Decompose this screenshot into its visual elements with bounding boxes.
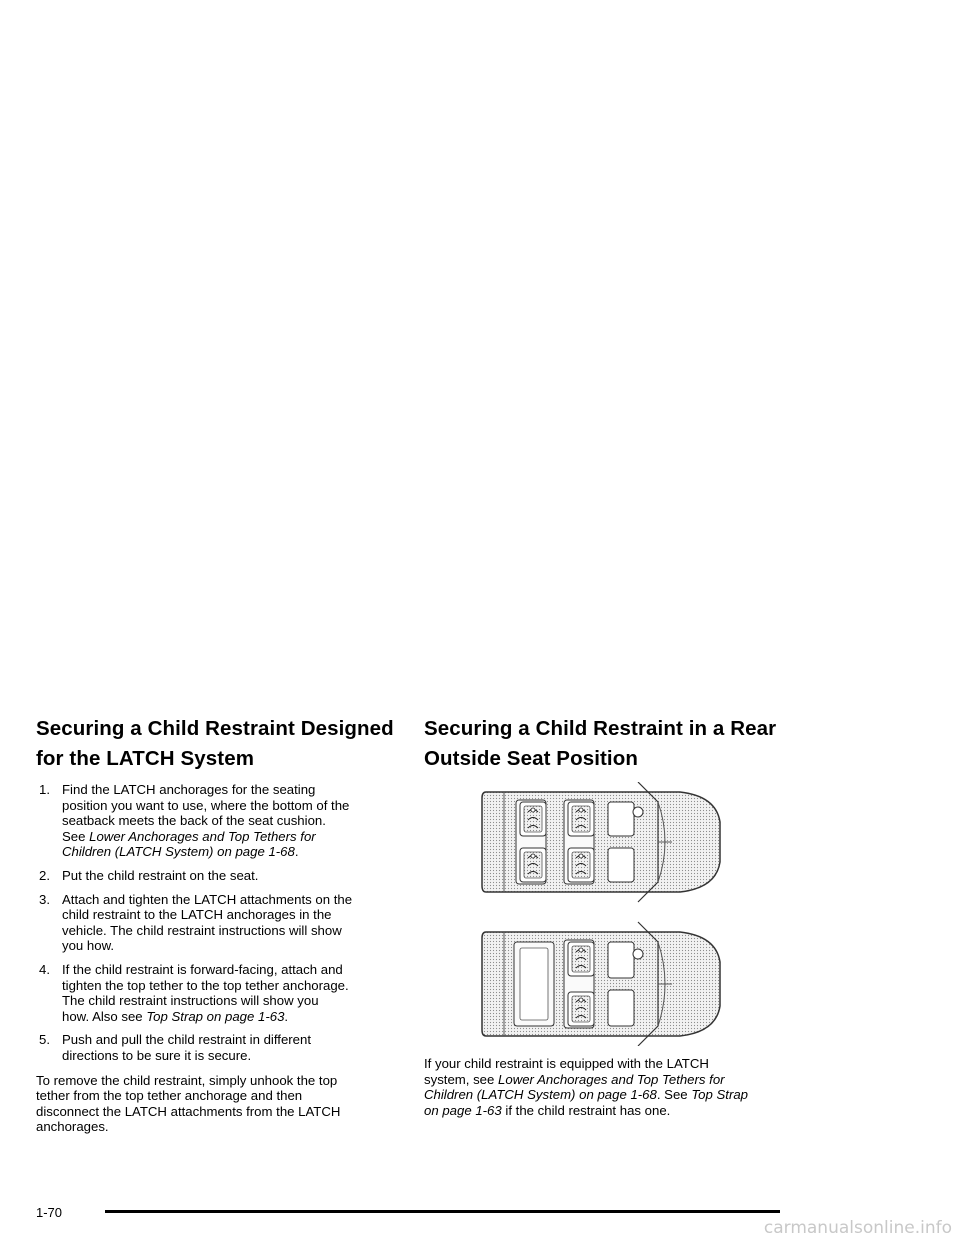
step-number: 5. bbox=[39, 1032, 50, 1048]
step-text-line: If the child restraint is forward-facing, attach and bbox=[62, 961, 343, 977]
step-5 bbox=[36, 1032, 398, 1063]
left-heading-line-1: Securing a Child Restraint Designed bbox=[36, 717, 394, 740]
left-heading-line-2: for the LATCH System bbox=[36, 747, 255, 770]
step-text-line: seatback meets the back of the seat cushion. bbox=[62, 813, 326, 829]
step-text-line: Push and pull the child restraint in different bbox=[62, 1032, 312, 1048]
step-number: 3. bbox=[39, 891, 50, 907]
closing-paragraph bbox=[36, 1073, 398, 1135]
step-2 bbox=[36, 868, 398, 884]
cross-reference-link[interactable]: Lower Anchorages and Top Tethers for bbox=[89, 828, 316, 844]
punctuation: . bbox=[294, 844, 299, 860]
step-number: 1. bbox=[39, 782, 50, 797]
rear-seat-paragraph bbox=[424, 1056, 786, 1118]
para-line: If your child restraint is equipped with the LATCH bbox=[424, 1056, 709, 1071]
right-heading-line-1: Securing a Child Restraint in a Rear bbox=[424, 717, 777, 740]
cross-reference-link[interactable]: Top Strap on page 1-63 bbox=[146, 1008, 285, 1024]
latch-steps-list bbox=[36, 782, 398, 1064]
step-text-line: child restraint to the LATCH anchorages in the bbox=[62, 907, 332, 923]
right-heading-line-2: Outside Seat Position bbox=[424, 747, 638, 770]
left-column bbox=[36, 714, 398, 1135]
cross-reference-link[interactable]: on page 1-63 bbox=[424, 1102, 502, 1118]
vehicle-seating-diagram bbox=[480, 782, 724, 1046]
page-number: 1-70 bbox=[36, 1205, 63, 1220]
closing-line: To remove the child restraint, simply unhook the top bbox=[36, 1072, 338, 1088]
para-text: if the child restraint has one. bbox=[501, 1102, 671, 1118]
step-1 bbox=[36, 782, 398, 860]
right-heading bbox=[424, 714, 786, 774]
step-text-line: tighten the top tether to the top tether anchorage. bbox=[62, 977, 349, 993]
step-text-line: you how. bbox=[62, 938, 115, 954]
right-column bbox=[424, 714, 786, 1118]
step-3 bbox=[36, 892, 398, 954]
punctuation: . bbox=[284, 1008, 289, 1024]
cross-reference-link[interactable]: Children (LATCH System) on page 1-68 bbox=[62, 844, 295, 860]
step-number: 4. bbox=[39, 961, 50, 977]
step-text: how. Also see bbox=[62, 1008, 147, 1024]
see-text: See bbox=[62, 828, 90, 844]
footer-divider bbox=[105, 1210, 780, 1213]
watermark-text: carmanualsonline.info bbox=[763, 1218, 952, 1238]
step-text-line: Attach and tighten the LATCH attachments on the bbox=[62, 891, 353, 907]
step-4 bbox=[36, 962, 398, 1024]
closing-line: disconnect the LATCH attachments from the LATCH bbox=[36, 1103, 341, 1119]
step-number: 2. bbox=[39, 867, 50, 883]
vehicle-upper-icon bbox=[482, 782, 720, 902]
cross-reference-link[interactable]: Top Strap bbox=[691, 1087, 749, 1103]
cross-reference-link[interactable]: Children (LATCH System) on page 1-68 bbox=[424, 1087, 657, 1103]
step-text-line: position you want to use, where the bottom of the bbox=[62, 797, 350, 813]
step-text-line: Put the child restraint on the seat. bbox=[62, 867, 259, 883]
closing-line: anchorages. bbox=[36, 1119, 109, 1135]
closing-line: tether from the top tether anchorage and then bbox=[36, 1088, 303, 1104]
step-text-line: Find the LATCH anchorages for the seating bbox=[62, 782, 316, 797]
vehicle-lower-icon bbox=[482, 922, 720, 1046]
step-text-line: The child restraint instructions will show you bbox=[62, 993, 319, 1009]
para-text: system, see bbox=[424, 1071, 499, 1087]
vehicle-top-view-icon bbox=[480, 782, 724, 1046]
cross-reference-link[interactable]: Lower Anchorages and Top Tethers for bbox=[498, 1071, 725, 1087]
para-text: . See bbox=[656, 1087, 692, 1103]
step-text-line: directions to be sure it is secure. bbox=[62, 1047, 252, 1063]
left-heading bbox=[36, 714, 398, 774]
step-text-line: vehicle. The child restraint instructions will show bbox=[62, 922, 342, 938]
